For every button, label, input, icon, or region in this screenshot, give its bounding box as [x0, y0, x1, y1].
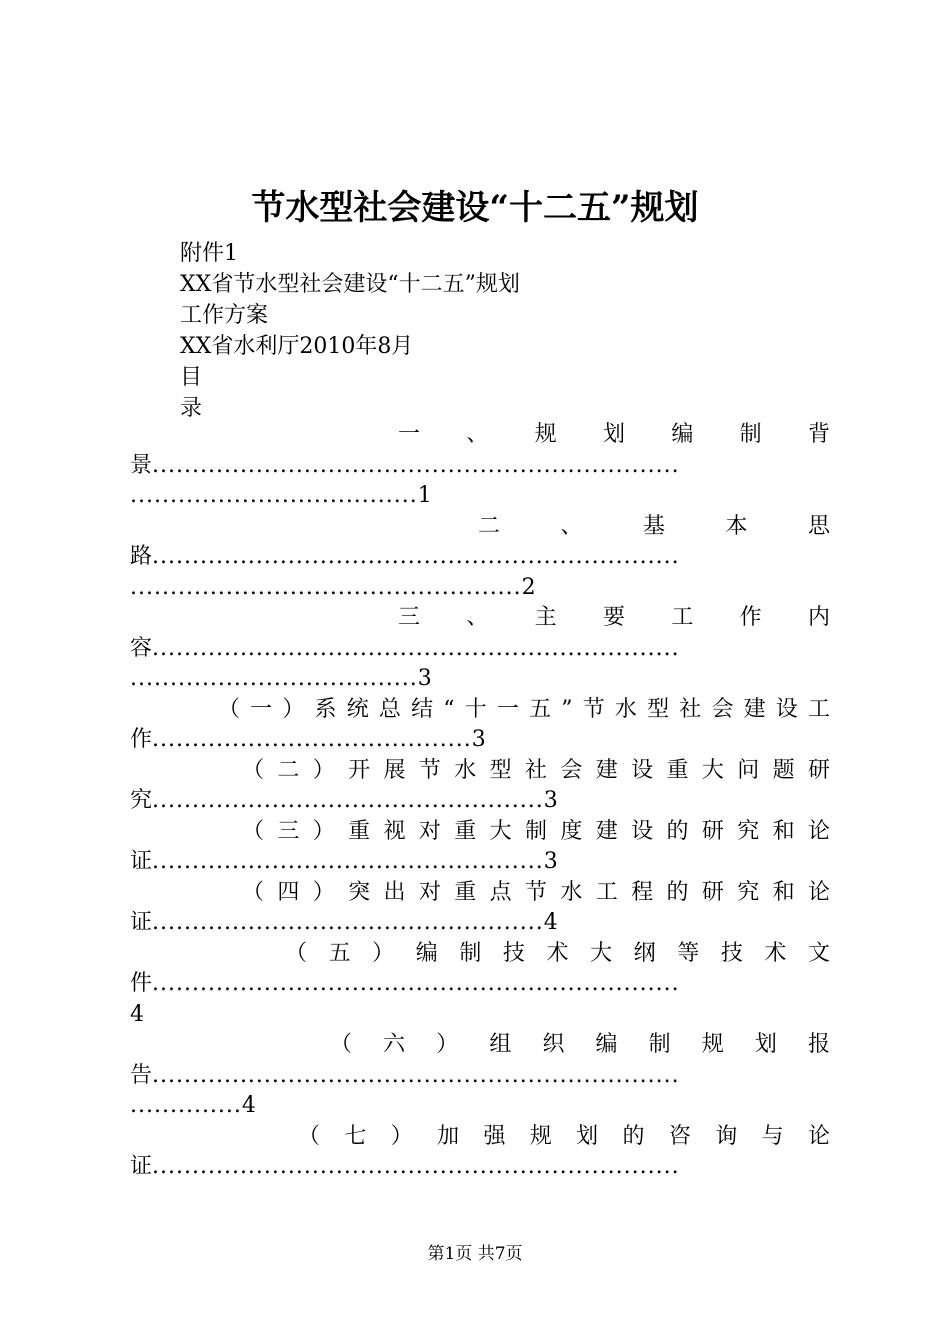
toc-entry-leader-line: [130, 634, 830, 665]
toc-leader-continuation: [130, 664, 830, 695]
toc-entry-title: （七）加强规划的咨询与论: [298, 1123, 830, 1149]
toc-entry-title-end: 证: [130, 1154, 153, 1179]
toc-entry[interactable]: [130, 695, 830, 756]
toc-entry-title: （六）组织编制规划报: [330, 1032, 830, 1057]
toc-leader-continuation: [130, 573, 830, 604]
toc-entry-title: （四）突出对重点节水工程的研究和论: [242, 879, 830, 905]
toc-page-number: 3: [417, 666, 432, 691]
toc-entry-leader-line: [130, 725, 830, 756]
toc-entry[interactable]: [130, 512, 830, 604]
toc-page-number: 4: [130, 1001, 144, 1027]
toc-entry-title: （三）重视对重大制度建设的研究和论: [242, 818, 830, 844]
toc-leader-dots: ..................................................................: [152, 1062, 680, 1088]
toc-entry[interactable]: [130, 1122, 830, 1183]
toc-page-number: 1: [417, 483, 432, 508]
toc-entry-title-end: 景: [130, 452, 153, 478]
toc-entry[interactable]: [130, 939, 830, 1031]
toc-page-number: 4: [241, 1093, 256, 1118]
toc-entry-title: 二、基本思: [478, 513, 830, 539]
toc-entry[interactable]: [130, 1030, 830, 1122]
toc-entry-title-end: 证: [130, 910, 153, 935]
toc-leader-dots: .................................................: [152, 849, 544, 874]
toc-entry-title: 三、主要工作内: [398, 605, 830, 630]
toc-entry-title: （一）系统总结“十一五”节水型社会建设工: [218, 696, 830, 722]
toc-entry-leader-line: [130, 908, 830, 939]
toc-entry-leader-line: [130, 542, 830, 573]
toc-entry-title-end: 告: [130, 1062, 153, 1088]
toc-leader-dots: ..............: [130, 1093, 242, 1118]
toc-entry[interactable]: [130, 756, 830, 817]
toc-entry-leader-line: [130, 1152, 830, 1183]
toc-leader-dots: ..................................................................: [152, 452, 680, 478]
toc-entry-title-end: 作: [130, 727, 153, 752]
toc-heading-part1: 目: [180, 365, 203, 390]
toc-entry-title-end: 件: [130, 971, 153, 996]
toc-entry-title: 一、规划编制背: [398, 422, 830, 447]
toc-entry-title-end: 究: [130, 788, 153, 813]
toc-entry-leader-line: [130, 451, 830, 482]
toc-entry-title: （二）开展节水型社会建设重大问题研: [242, 757, 830, 783]
toc-entry[interactable]: [130, 603, 830, 695]
toc-leader-dots: .................................................: [152, 910, 544, 935]
toc-leader-dots: .................................................: [152, 788, 544, 813]
toc-entry-leader-line: [130, 786, 830, 817]
toc-entry-leader-line: [130, 969, 830, 1000]
toc-leader-continuation: [130, 1000, 830, 1031]
plan-name: XX省节水型社会建设“十二五”规划: [180, 272, 520, 297]
toc-leader-dots: ..................................................................: [152, 635, 680, 661]
toc-page-number: 3: [543, 788, 558, 813]
toc-entry-title-end: 证: [130, 849, 153, 874]
attachment-label: 附件1: [180, 241, 238, 266]
toc-entry-title-end: 路: [130, 544, 153, 569]
toc-leader-continuation: [130, 481, 830, 512]
table-of-contents: [130, 420, 830, 1183]
toc-heading-part2: 录: [180, 396, 203, 421]
toc-page-number: 3: [543, 849, 558, 874]
toc-leader-continuation: [130, 1091, 830, 1122]
document-title: 节水型社会建设“十二五”规划: [251, 188, 699, 228]
toc-leader-dots: .................................................: [130, 574, 522, 600]
toc-entry-title: （五）编制技术大纲等技术文: [285, 940, 830, 966]
plan-subtitle: 工作方案: [180, 303, 269, 328]
issuer-date: XX省水利厅2010年8月: [180, 334, 414, 359]
page-footer: 第1页 共7页: [427, 1244, 523, 1264]
toc-leader-dots: ..................................................................: [152, 544, 680, 569]
toc-page-number: 4: [543, 910, 558, 935]
front-matter: [180, 238, 520, 424]
toc-leader-dots: ........................................: [152, 727, 472, 752]
toc-page-number: 3: [471, 727, 486, 752]
toc-leader-dots: ..................................................................: [152, 1154, 680, 1179]
toc-entry[interactable]: [130, 420, 830, 512]
toc-entry[interactable]: [130, 878, 830, 939]
toc-leader-dots: ....................................: [130, 666, 418, 691]
toc-entry-title-end: 容: [130, 635, 153, 661]
toc-page-number: 2: [521, 574, 536, 600]
toc-entry-leader-line: [130, 1061, 830, 1092]
toc-entry-leader-line: [130, 847, 830, 878]
toc-entry[interactable]: [130, 817, 830, 878]
toc-leader-dots: ....................................: [130, 483, 418, 508]
toc-leader-dots: ..................................................................: [152, 971, 680, 996]
